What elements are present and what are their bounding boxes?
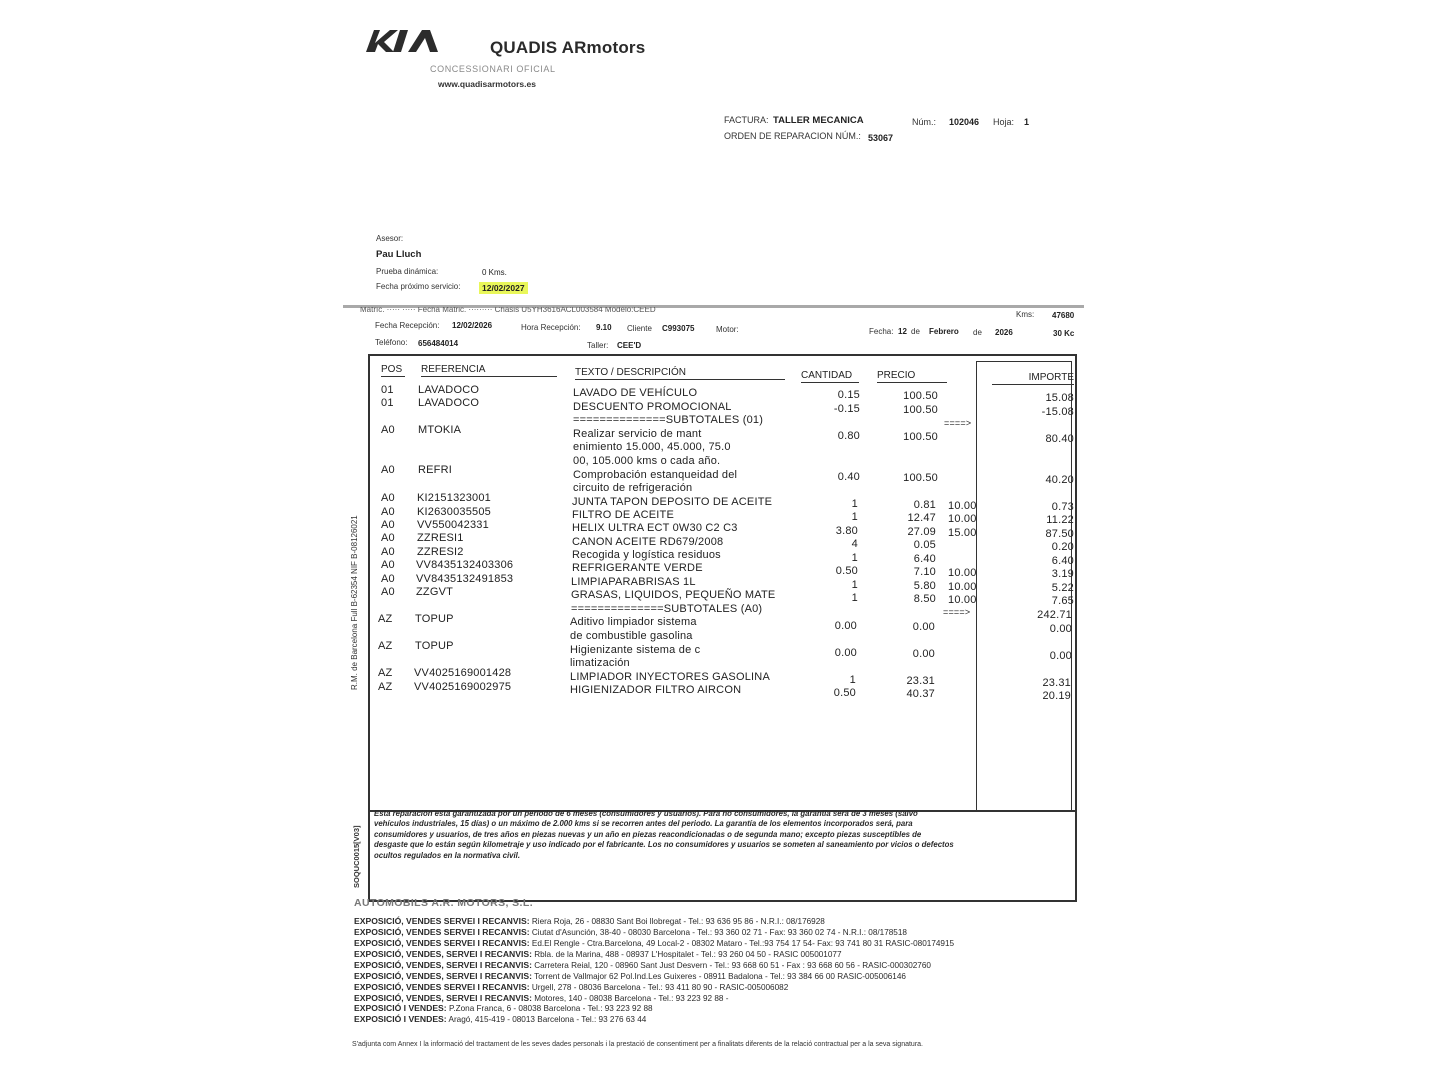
- row-10-importe: 87.50: [1045, 528, 1074, 540]
- registry-vertical-text: R.M. de Barcelona Full B-62354 NIF B-08126021: [350, 515, 359, 690]
- row-13-cant: 0.50: [835, 565, 858, 577]
- address-label: EXPOSICIÓ, VENDES, SERVEI I RECANVIS:: [354, 960, 532, 970]
- row-3-cant: 0.80: [837, 430, 860, 442]
- row-6-precio: 100.50: [903, 472, 938, 484]
- header-importe: IMPORTE: [992, 372, 1074, 385]
- row-14-precio: 5.80: [913, 580, 936, 592]
- asesor-name: Pau Lluch: [376, 249, 422, 260]
- row-15-ref: ZZGVT: [416, 586, 454, 598]
- address-label: EXPOSICIÓ, VENDES, SERVEI I RECANVIS:: [354, 971, 532, 981]
- address-line: [354, 916, 825, 926]
- row-2-arrow: ====>: [944, 418, 972, 428]
- row-9-desc: FILTRO DE ACEITE: [572, 509, 675, 521]
- address-line: [354, 1014, 646, 1024]
- row-19-ref: TOPUP: [415, 640, 454, 652]
- company-name: AUTOMOBILS A.R. MOTORS, S.L.: [354, 897, 534, 909]
- row-6-pos: A0: [381, 464, 395, 476]
- address-line: [354, 982, 788, 992]
- row-13-desc: REFRIGERANTE VERDE: [572, 562, 703, 574]
- row-14-pos: A0: [381, 573, 395, 585]
- kms-value: 47680: [1052, 311, 1075, 320]
- row-13-dto: 10.00: [948, 567, 977, 579]
- row-19-importe: 0.00: [1049, 650, 1072, 662]
- orden-label: ORDEN DE REPARACION NÚM.:: [724, 131, 861, 141]
- kms-label: Kms:: [1016, 310, 1035, 319]
- cliente-code: C993075: [662, 324, 695, 333]
- row-15-pos: A0: [381, 586, 395, 598]
- row-19-pos: AZ: [378, 640, 393, 652]
- fecha-month: Febrero: [929, 327, 959, 336]
- address-line: [354, 1003, 653, 1013]
- fecha-year: 2026: [995, 328, 1013, 337]
- row-10-dto: 15.00: [948, 527, 977, 539]
- row-9-pos: A0: [381, 506, 395, 518]
- row-9-ref: KI2630035505: [417, 506, 491, 518]
- row-1-desc: DESCUENTO PROMOCIONAL: [573, 401, 732, 413]
- address-text: Carretera Reial, 120 - 08960 Sant Just Desvern - Tel.: 93 668 60 51 - Fax : 93 668 60 56 - RASIC-000302760: [534, 961, 931, 970]
- dealer-subtitle: CONCESSIONARI OFICIAL: [430, 64, 556, 74]
- row-15-precio: 8.50: [913, 593, 936, 605]
- row-0-ref: LAVADOCO: [418, 384, 480, 396]
- row-11-cant: 4: [851, 538, 858, 550]
- row-1-precio: 100.50: [903, 404, 938, 416]
- address-text: Riera Roja, 26 - 08830 Sant Boi llobregat - Tel.: 93 636 95 86 - N.R.I.: 08/176928: [531, 917, 825, 926]
- row-1-pos: 01: [381, 397, 394, 409]
- row-6-ref: REFRI: [418, 464, 452, 476]
- address-text: P.Zona Franca, 6 - 08038 Barcelona - Tel.: 93 223 92 88: [448, 1004, 653, 1013]
- kc-value: 30 Kc: [1053, 329, 1075, 338]
- header-referencia: REFERENCIA: [421, 364, 557, 377]
- fecha-de-2: de: [973, 328, 982, 337]
- row-5-desc: 00, 105.000 kms o cada año.: [573, 455, 721, 467]
- hora-value: 9.10: [596, 323, 612, 332]
- row-9-dto: 10.00: [948, 513, 977, 525]
- address-text: Urgell, 278 - 08036 Barcelona - Tel.: 93 411 80 90 - RASIC-005006082: [531, 983, 789, 992]
- row-0-desc: LAVADO DE VEHÍCULO: [573, 387, 698, 399]
- address-label: EXPOSICIÓ, VENDES SERVEI I RECANVIS:: [354, 927, 530, 937]
- row-22-ref: VV4025169002975: [414, 681, 512, 693]
- row-22-desc: HIGIENIZADOR FILTRO AIRCON: [570, 684, 742, 696]
- row-8-ref: KI2151323001: [417, 492, 491, 504]
- prueba-label: Prueba dinámica:: [376, 267, 439, 276]
- row-13-importe: 3.19: [1051, 568, 1074, 580]
- orden-number: 53067: [868, 133, 894, 143]
- proximo-servicio-label: Fecha próximo servicio:: [376, 282, 461, 291]
- cut-off-vehicle-info: Matríc. ····· ····· Fecha Matric. ········· Chasis U5YH3616ACL003584 Modelo:CEED: [360, 307, 656, 313]
- privacy-note: S'adjunta com Annex I la informació del tractament de les seves dades personals i la prestació de consentiment per a finalitats diferents de la relació contractual per a la seva signatura.: [352, 1041, 923, 1048]
- row-14-dto: 10.00: [948, 581, 977, 593]
- row-8-desc: JUNTA TAPON DEPOSITO DE ACEITE: [572, 496, 773, 508]
- row-8-dto: 10.00: [948, 500, 977, 512]
- recepcion-date: 12/02/2026: [452, 321, 493, 330]
- row-8-pos: A0: [381, 492, 395, 504]
- row-11-desc: CANON ACEITE RD679/2008: [572, 536, 724, 548]
- row-12-desc: Recogida y logística residuos: [572, 549, 721, 561]
- row-14-desc: LIMPIAPARABRISAS 1L: [571, 576, 696, 588]
- row-3-precio: 100.50: [903, 431, 938, 443]
- row-21-importe: 23.31: [1042, 677, 1071, 689]
- address-line: [354, 927, 907, 937]
- row-21-precio: 23.31: [906, 675, 935, 687]
- row-13-precio: 7.10: [913, 566, 936, 578]
- taller-label: Taller:: [587, 341, 609, 350]
- row-10-cant: 3.80: [835, 525, 858, 537]
- row-17-importe: 0.00: [1049, 623, 1072, 635]
- hoja-value: 1: [1024, 117, 1030, 127]
- row-16-arrow: ====>: [943, 607, 971, 617]
- warranty-text: Esta reparación está garantizada por un periodo de 6 meses (consumidores y usuarios). Para no consumidores, la garantía será de 3 meses (salvo vehículos industriales, 15 días) o un máximo de 2.000 kms si se recorren antes del periodo. La garantía de los elementos incorporados será, para consumidores y usuarios, de tres años en piezas nuevas y un año en piezas reacondicionadas o de segunda mano; excepto piezas susceptibles de desgaste que lo están según kilometraje y uso indicado por el fabricante. Los no consumidores y usuarios se someten al saneamiento por vicios o defectos ocultos regulados en la normativa civil.: [374, 809, 954, 860]
- telefono-value: 656484014: [418, 339, 459, 348]
- header-precio: PRECIO: [877, 370, 947, 383]
- row-3-pos: A0: [381, 424, 395, 436]
- row-19-precio: 0.00: [912, 648, 935, 660]
- header-pos: POS: [381, 364, 405, 377]
- row-22-precio: 40.37: [906, 688, 935, 700]
- taller-value: CEE'D: [617, 341, 642, 350]
- proximo-servicio-date: 12/02/2027: [479, 282, 528, 294]
- row-14-importe: 5.22: [1051, 582, 1074, 594]
- address-label: EXPOSICIÓ, VENDES, SERVEI I RECANVIS:: [354, 949, 532, 959]
- kia-logo-icon: [364, 28, 468, 54]
- address-line: [354, 938, 954, 948]
- row-15-cant: 1: [851, 592, 858, 604]
- address-text: Rbla. de la Marina, 488 - 08937 L'Hospitalet - Tel.: 93 260 04 50 - RASIC 005001077: [534, 950, 842, 959]
- row-3-ref: MTOKIA: [418, 424, 462, 436]
- row-17-ref: TOPUP: [415, 613, 454, 625]
- row-21-pos: AZ: [378, 667, 393, 679]
- row-14-ref: VV8435132491853: [416, 573, 514, 585]
- row-9-cant: 1: [851, 511, 858, 523]
- row-22-pos: AZ: [378, 681, 393, 693]
- row-1-cant: -0.15: [833, 403, 860, 415]
- row-11-pos: A0: [381, 532, 395, 544]
- dealer-name: QUADIS ARmotors: [490, 38, 646, 57]
- cliente-label: Cliente: [627, 324, 652, 333]
- row-10-ref: VV550042331: [417, 519, 489, 531]
- row-11-precio: 0.05: [913, 539, 936, 551]
- row-10-desc: HELIX ULTRA ECT 0W30 C2 C3: [572, 522, 738, 534]
- row-17-cant: 0.00: [834, 620, 857, 632]
- row-11-importe: 0.20: [1051, 541, 1074, 553]
- row-13-ref: VV8435132403306: [416, 559, 514, 571]
- row-10-precio: 27.09: [907, 526, 936, 538]
- address-text: Ed.El Rengle - Ctra.Barcelona, 49 Local-2 - 08302 Mataro - Tel.:93 754 17 54- Fax: 93 741 80 31 RASIC-080174915: [531, 939, 955, 948]
- row-6-desc: Comprobación estanqueidad del: [573, 469, 738, 481]
- form-code-vertical-text: SOQUC0015[V03]: [352, 825, 361, 888]
- row-18-desc: de combustible gasolina: [570, 630, 693, 642]
- fecha-label: Fecha:: [869, 327, 894, 336]
- row-21-cant: 1: [849, 674, 856, 686]
- address-label: EXPOSICIÓ, VENDES SERVEI I RECANVIS:: [354, 938, 530, 948]
- row-12-precio: 6.40: [913, 553, 936, 565]
- row-17-desc: Aditivo limpiador sistema: [570, 616, 697, 628]
- row-12-importe: 6.40: [1051, 555, 1074, 567]
- telefono-label: Teléfono:: [375, 338, 408, 347]
- header-cantidad: CANTIDAD: [801, 370, 859, 383]
- row-15-dto: 10.00: [948, 594, 977, 606]
- row-0-cant: 0.15: [837, 389, 860, 401]
- row-21-desc: LIMPIADOR INYECTORES GASOLINA: [570, 671, 770, 683]
- row-12-ref: ZZRESI2: [417, 546, 464, 558]
- row-21-ref: VV4025169001428: [414, 667, 512, 679]
- address-line: [354, 949, 842, 959]
- row-0-importe: 15.08: [1045, 392, 1074, 404]
- row-10-pos: A0: [381, 519, 395, 531]
- address-label: EXPOSICIÓ I VENDES:: [354, 1003, 447, 1013]
- row-22-cant: 0.50: [833, 687, 856, 699]
- address-label: EXPOSICIÓ I VENDES:: [354, 1014, 447, 1024]
- address-label: EXPOSICIÓ, VENDES, SERVEI I RECANVIS:: [354, 993, 532, 1003]
- row-20-desc: limatización: [570, 657, 630, 669]
- row-8-importe: 0.73: [1051, 501, 1074, 513]
- dealer-website: www.quadisarmotors.es: [438, 79, 536, 89]
- fecha-day: 12: [898, 327, 907, 336]
- row-6-importe: 40.20: [1045, 474, 1074, 486]
- hoja-label: Hoja:: [993, 117, 1015, 127]
- address-text: Ciutat d'Asunción, 38-40 - 08030 Barcelona - Tel.: 93 360 02 71 - Fax: 93 360 02 74 - N.R.I.: 08/178518: [531, 928, 907, 937]
- address-label: EXPOSICIÓ, VENDES SERVEI I RECANVIS:: [354, 916, 530, 926]
- row-16-importe: 242.71: [1037, 609, 1072, 621]
- row-22-importe: 20.19: [1042, 690, 1071, 702]
- row-1-importe: -15.08: [1041, 406, 1074, 418]
- row-8-precio: 0.81: [913, 499, 936, 511]
- factura-label: FACTURA:: [724, 115, 769, 125]
- row-15-importe: 7.65: [1051, 595, 1074, 607]
- recepcion-label: Fecha Recepción:: [375, 321, 440, 330]
- row-19-cant: 0.00: [834, 647, 857, 659]
- header-texto: TEXTO / DESCRIPCIÓN: [575, 367, 785, 380]
- row-3-importe: 80.40: [1045, 433, 1074, 445]
- address-line: [354, 993, 728, 1003]
- row-12-cant: 1: [851, 552, 858, 564]
- address-line: [354, 960, 931, 970]
- fecha-de-1: de: [911, 327, 920, 336]
- row-9-precio: 12.47: [907, 512, 936, 524]
- address-text: Motores, 140 - 08038 Barcelona - Tel.: 93 223 92 88 -: [534, 994, 729, 1003]
- row-12-pos: A0: [381, 546, 395, 558]
- row-14-cant: 1: [851, 579, 858, 591]
- row-4-desc: enimiento 15.000, 45.000, 75.0: [573, 441, 731, 453]
- row-16-desc: ==============SUBTOTALES (A0): [571, 603, 763, 615]
- asesor-label: Asesor:: [376, 234, 404, 243]
- row-9-importe: 11.22: [1046, 514, 1074, 526]
- row-1-ref: LAVADOCO: [418, 397, 480, 409]
- row-3-desc: Realizar servicio de mant: [573, 428, 702, 440]
- address-text: Aragó, 415-419 - 08013 Barcelona - Tel.: 93 276 63 44: [448, 1015, 647, 1024]
- row-0-pos: 01: [381, 384, 394, 396]
- address-line: [354, 971, 906, 981]
- row-0-precio: 100.50: [903, 390, 938, 402]
- row-13-pos: A0: [381, 559, 395, 571]
- row-11-ref: ZZRESI1: [417, 532, 464, 544]
- row-2-desc: ==============SUBTOTALES (01): [573, 414, 764, 426]
- hora-label: Hora Recepción:: [521, 323, 581, 332]
- num-label: Núm.:: [912, 117, 937, 127]
- address-text: Torrent de Vallmajor 62 Pol.Ind.Les Guixeres - 08911 Badalona - Tel.: 93 384 66 00 RASIC-005006146: [534, 972, 906, 981]
- row-6-cant: 0.40: [837, 471, 860, 483]
- invoice-number: 102046: [949, 117, 980, 127]
- row-7-desc: circuito de refrigeración: [573, 482, 693, 494]
- row-8-cant: 1: [851, 498, 858, 510]
- row-15-desc: GRASAS, LIQUIDOS, PEQUEÑO MATE: [571, 589, 776, 601]
- row-17-precio: 0.00: [912, 621, 935, 633]
- row-19-desc: Higienizante sistema de c: [570, 644, 701, 656]
- prueba-value: 0 Kms.: [482, 268, 507, 277]
- motor-label: Motor:: [716, 325, 739, 334]
- factura-type: TALLER MECANICA: [773, 115, 864, 126]
- row-17-pos: AZ: [378, 613, 393, 625]
- address-label: EXPOSICIÓ, VENDES SERVEI I RECANVIS:: [354, 982, 530, 992]
